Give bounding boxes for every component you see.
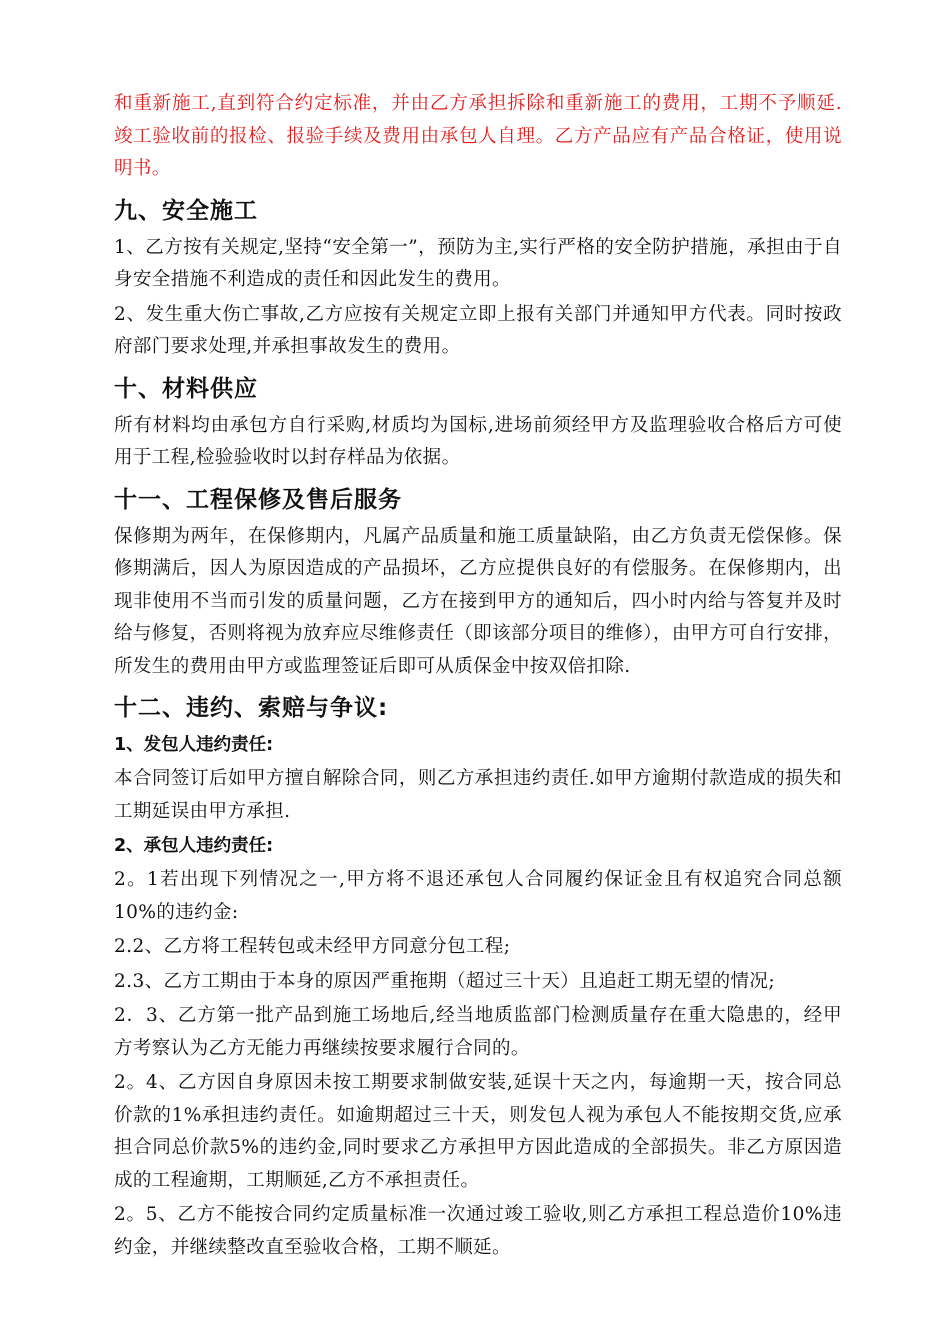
section-9-paragraph-2: 2、发生重大伤亡事故,乙方应按有关规定立即上报有关部门并通知甲方代表。同时按政府部门要求处理,并承担事故发生的费用。 <box>114 303 842 357</box>
clause-2-3-a: 2.3、乙方工期由于本身的原因严重拖期（超过三十天）且追赶工期无望的情况; <box>114 970 775 992</box>
intro-red-paragraph: 和重新施工,直到符合约定标准，并由乙方承担拆除和重新施工的费用，工期不予顺延.竣工验收前的报检、报验手续及费用由承包人自理。乙方产品应有产品合格证，使用说明书。 <box>114 93 842 179</box>
employer-breach-subheading: 1、发包人违约责任: <box>114 735 274 755</box>
section-12-heading: 十二、违约、索赔与争议: <box>114 695 389 721</box>
clause-2-2: 2.2、乙方将工程转包或未经甲方同意分包工程; <box>114 936 511 957</box>
section-9-heading: 九、安全施工 <box>114 197 258 224</box>
section-11-paragraph: 保修期为两年，在保修期内，凡属产品质量和施工质量缺陷，由乙方负责无偿保修。保修期满后，因人为原因造成的产品损坏，乙方应提供良好的有偿服务。在保修期内，出现非使用不当而引发的质量问题，乙方在接到甲方的通知后，四小时内给与答复并及时给与修复，否则将视为放弃应尽维修责任（即该部分项目的维修），由甲方可自行安排，所发生的费用由甲方或监理签证后即可从质保金中按双倍扣除. <box>114 525 842 677</box>
clause-2-5: 2。5、乙方不能按合同约定质量标准一次通过竣工验收,则乙方承担工程总造价10%违约金，并继续整改直至验收合格，工期不顺延。 <box>114 1204 842 1258</box>
section-10-paragraph: 所有材料均由承包方自行采购,材质均为国标,进场前须经甲方及监理验收合格后方可使用于工程,检验验收时以封存样品为依据。 <box>114 414 842 468</box>
employer-breach-paragraph: 本合同签订后如甲方擅自解除合同，则乙方承担违约责任.如甲方逾期付款造成的损失和工期延误由甲方承担. <box>114 768 842 822</box>
section-9-paragraph-1: 1、乙方按有关规定,坚持“安全第一”，预防为主,实行严格的安全防护措施，承担由于自身安全措施不利造成的责任和因此发生的费用。 <box>114 236 842 290</box>
contractor-breach-subheading: 2、承包人违约责任: <box>114 836 274 856</box>
clause-2-3-b: 2．3、乙方第一批产品到施工场地后,经当地质监部门检测质量存在重大隐患的，经甲方考察认为乙方无能力再继续按要求履行合同的。 <box>114 1005 842 1059</box>
clause-2-1: 2。1若出现下列情况之一,甲方将不退还承包人合同履约保证金且有权追究合同总额10%的违约金: <box>114 869 842 923</box>
section-10-heading: 十、材料供应 <box>114 375 258 402</box>
section-11-heading: 十一、工程保修及售后服务 <box>114 486 402 513</box>
clause-2-4: 2。4、乙方因自身原因未按工期要求制做安装,延误十天之内，每逾期一天，按合同总价款的1%承担违约责任。如逾期超过三十天，则发包人视为承包人不能按期交货,应承担合同总价款5%的违约金,同时要求乙方承担甲方因此造成的全部损失。非乙方原因造成的工程逾期，工期顺延,乙方不承担责任。 <box>114 1072 842 1191</box>
